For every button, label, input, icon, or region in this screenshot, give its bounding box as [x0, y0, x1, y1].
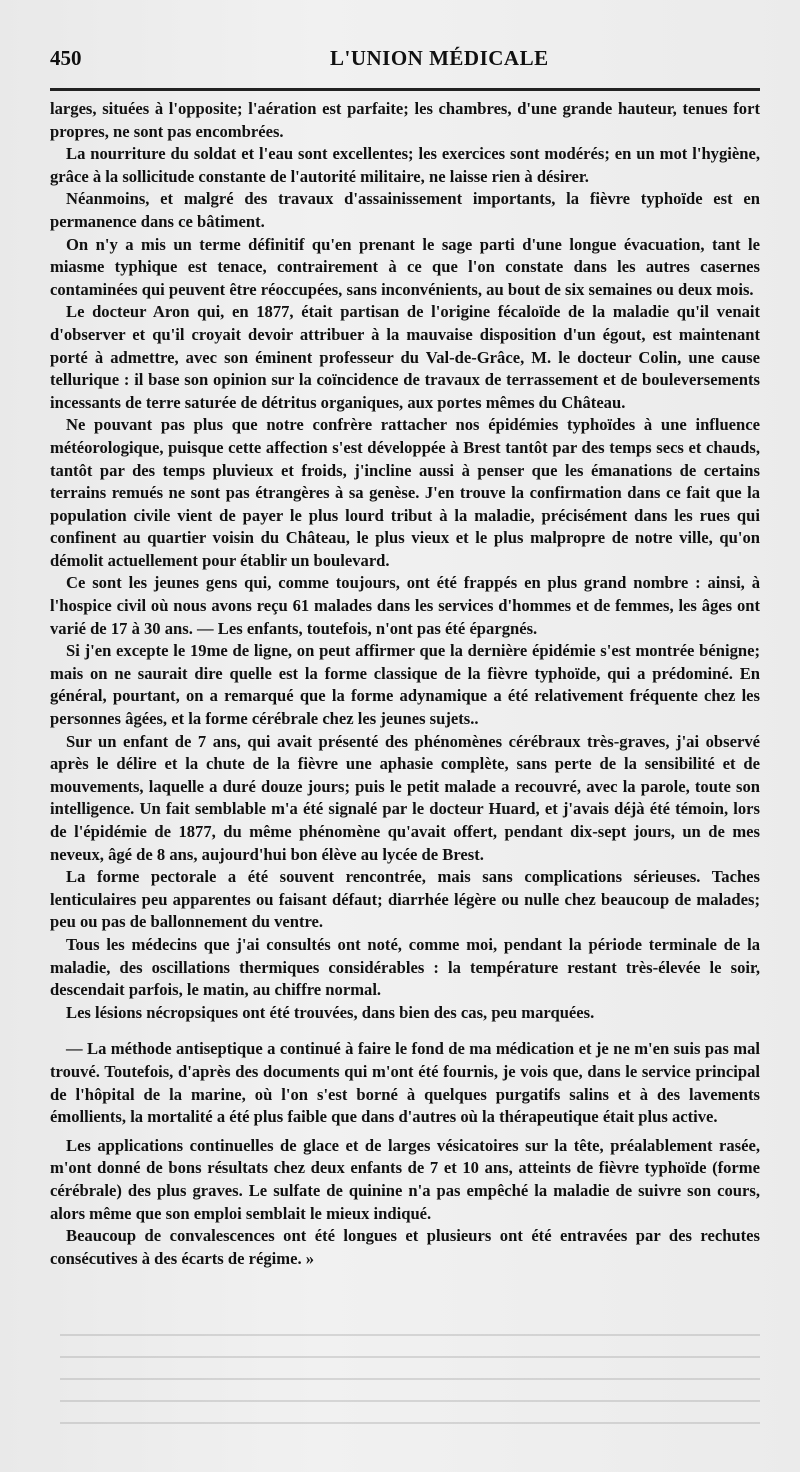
show-through-texture — [60, 1320, 760, 1440]
paragraph-11: Tous les médecins que j'ai consultés ont noté, comme moi, pendant la période terminale de la maladie, des oscillations thermiques considérables : la température restant très-élevée le soir, descendait parfois, le matin, au chiffre normal. — [50, 934, 760, 1000]
paragraph-10: La forme pectorale a été souvent rencontrée, mais sans complications sérieuses. Taches lenticulaires peu apparentes ou faisant défaut; diarrhée légère ou nulle chez beaucoup de malades; peu ou pas de ballonnement du ventre. — [50, 867, 760, 932]
paragraph-2: La nourriture du soldat et l'eau sont excellentes; les exercices sont modérés; en un mot l'hygiène, grâce à la sollicitude constante de l'autorité militaire, ne laisse rien à désirer. — [50, 144, 760, 186]
paragraph-5: Le docteur Aron qui, en 1877, était partisan de l'origine fécaloïde de la maladie qu'il venait d'observer et qu'il croyait devoir attribuer à la mauvaise disposition d'un égout, est maintenant porté à admettre, avec son éminent professeur du Val-de-Grâce, M. le docteur Colin, une cause tellurique : il base son opinion sur la coïncidence de travaux de terrassement et de bouleversements incessants de terre saturée de détritus organiques, aux portes mêmes du Château. — [50, 302, 760, 412]
paragraph-4: On n'y a mis un terme définitif qu'en prenant le sage parti d'une longue évacuation, tant le miasme typhique est tenace, contrairement à ce que l'on constate dans les autres casernes contaminées qui peuvent être réoccupées, sans inconvénients, au bout de six semaines ou deux mois. — [50, 234, 760, 299]
paragraph-7: Ce sont les jeunes gens qui, comme toujours, ont été frappés en plus grand nombre : ainsi, à l'hospice civil où nous avons reçu 61 malades dans les services d'hommes et de femmes, les âges ont varié de 17 à 30 ans. — Les enfants, toutefois, n'ont pas été épargnés. — [50, 573, 760, 638]
paragraph-3: Néanmoins, et malgré des travaux d'assainissement importants, la fièvre typhoïde est en permanence dans ce bâtiment. — [50, 189, 760, 231]
paragraph-9: Sur un enfant de 7 ans, qui avait présenté des phénomènes cérébraux très-graves, j'ai observé après le délire et la chute de la fièvre une aphasie complète, sans perte de la sensibilité et de mouvements, laquelle a duré douze jours; puis le petit malade a recouvré, avec la parole, toute son intelligence. Un fait semblable m'a été signalé par le docteur Huard, et j'avais déjà été témoin, lors de l'épidémie de 1877, du même phénomène qu'avait offert, pendant dix-sept jours, un de mes neveux, âgé de 8 ans, aujourd'hui bon élève au lycée de Brest. — [50, 731, 760, 864]
paragraph-12: Les lésions nécropsiques ont été trouvées, dans bien des cas, peu marquées. — [66, 1002, 595, 1022]
article-body — [50, 98, 760, 1270]
paragraph-15: Beaucoup de convalescences ont été longues et plusieurs ont été entravées par des rechutes consécutives à des écarts de régime. » — [50, 1226, 760, 1268]
paragraph-8: Si j'en excepte le 19me de ligne, on peut affirmer que la dernière épidémie s'est montrée bénigne; mais on ne saurait dire quelle est la forme classique de la fièvre typhoïde, qui a prédominé. En général, pourtant, on a remarqué que la forme adynamique a été relativement fréquente chez les personnes âgées, et la forme cérébrale chez les jeunes sujets.. — [50, 641, 760, 729]
paragraph-14: Les applications continuelles de glace et de larges vésicatoires sur la tête, préalablement rasée, m'ont donné de bons résultats chez deux enfants de 7 et 10 ans, atteints de fièvre typhoïde (forme cérébrale) des plus graves. Le sulfate de quinine n'a pas empêché la maladie de suivre son cours, alors même que son emploi semblait le mieux indiqué. — [50, 1135, 760, 1223]
paragraph-13: — La méthode antiseptique a continué à faire le fond de ma médication et je ne m'en suis pas mal trouvé. Toutefois, d'après des documents qui m'ont été fournis, je vois que, dans le service principal de l'hôpital de la marine, où l'on s'est borné à quelques purgatifs salins et à des lavements émollients, la mortalité a été plus faible que dans d'autres où la thérapeutique était plus active. — [50, 1039, 760, 1127]
running-title: L'UNION MÉDICALE — [330, 46, 549, 70]
header-rule — [50, 88, 760, 91]
page-number: 450 — [50, 46, 82, 70]
paragraph-6: Ne pouvant pas plus que notre confrère rattacher nos épidémies typhoïdes à une influence météorologique, puisque cette affection s'est développée à Brest tantôt par des temps secs et chauds, tantôt par des temps pluvieux et froids, j'incline aussi à penser que les émanations de certains terrains remués ne sont pas étrangères à sa genèse. J'en trouve la confirmation dans ce fait que la population civile vient de payer le plus lourd tribut à la maladie, précisément dans les rues qui confinent au quartier voisin du Château, le plus vieux et le plus malpropre de notre ville, qu'on démolit actuellement pour établir un boulevard. — [50, 415, 760, 570]
page-header — [50, 46, 760, 80]
paragraph-1: larges, situées à l'opposite; l'aération est parfaite; les chambres, d'une grande hauteur, tenues fort propres, ne sont pas encombrées. — [50, 99, 760, 141]
